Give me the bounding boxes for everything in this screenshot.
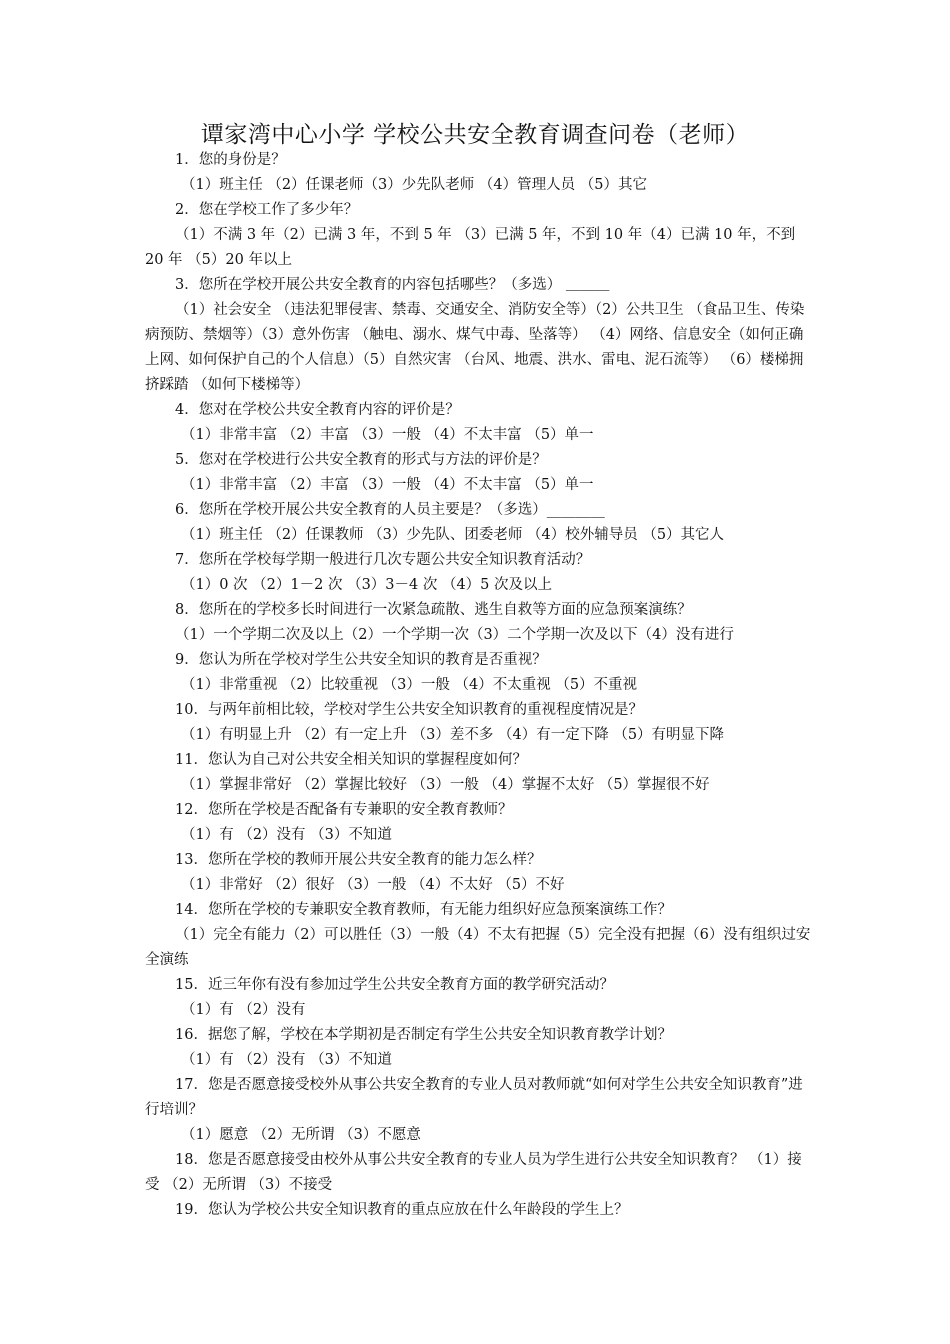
question-5: 5．您对在学校进行公共安全教育的形式与方法的评价是？ bbox=[175, 452, 547, 468]
question-6: 6．您所在学校开展公共安全教育的人员主要是？（多选）________ bbox=[175, 502, 605, 518]
options-10: （1）有明显上升 （2）有一定上升 （3）差不多 （4）有一定下降 （5）有明显下降 bbox=[181, 727, 725, 743]
question-16: 16．据您了解，学校在本学期初是否制定有学生公共安全知识教育教学计划？ bbox=[175, 1027, 672, 1043]
question-13: 13．您所在学校的教师开展公共安全教育的能力怎么样？ bbox=[175, 852, 542, 868]
options-9: （1）非常重视 （2）比较重视 （3）一般 （4）不太重视 （5）不重视 bbox=[181, 677, 638, 693]
question-18: 18．您是否愿意接受由校外从事公共安全教育的专业人员为学生进行公共安全知识教育？ （1）接受 （2）无所谓 （3）不接受 bbox=[145, 1152, 802, 1193]
question-4: 4．您对在学校公共安全教育内容的评价是？ bbox=[175, 402, 460, 418]
question-3: 3．您所在学校开展公共安全教育的内容包括哪些？（多选） ＿＿＿ bbox=[175, 277, 610, 293]
options-5: （1）非常丰富 （2）丰富 （3）一般 （4）不太丰富 （5）单一 bbox=[181, 477, 594, 493]
question-9: 9．您认为所在学校对学生公共安全知识的教育是否重视？ bbox=[175, 652, 547, 668]
options-6: （1）班主任 （2）任课教师 （3）少先队、团委老师 （4）校外辅导员 （5）其它人 bbox=[181, 527, 725, 543]
options-8: （1）一个学期二次及以上（2）一个学期一次（3）二个学期一次及以下（4）没有进行 bbox=[175, 627, 734, 643]
question-12: 12．您所在学校是否配备有专兼职的安全教育教师？ bbox=[175, 802, 513, 818]
question-2: 2．您在学校工作了多少年？ bbox=[175, 202, 359, 218]
question-1: 1．您的身份是？ bbox=[175, 152, 286, 168]
questionnaire-body bbox=[145, 148, 815, 1223]
question-14: 14．您所在学校的专兼职安全教育教师，有无能力组织好应急预案演练工作？ bbox=[175, 902, 672, 918]
question-11: 11．您认为自己对公共安全相关知识的掌握程度如何？ bbox=[175, 752, 527, 768]
options-11: （1）掌握非常好 （2）掌握比较好 （3）一般 （4）掌握不太好 （5）掌握很不好 bbox=[181, 777, 710, 793]
options-7: （1）0 次 （2）1－2 次 （3）3－4 次 （4）5 次及以上 bbox=[181, 577, 553, 593]
question-10: 10．与两年前相比较，学校对学生公共安全知识教育的重视程度情况是？ bbox=[175, 702, 643, 718]
document-title: 谭家湾中心小学 学校公共安全教育调查问卷（老师） bbox=[200, 122, 750, 148]
options-1: （1）班主任 （2）任课老师（3）少先队老师 （4）管理人员 （5）其它 bbox=[181, 177, 647, 193]
options-13: （1）非常好 （2）很好 （3）一般 （4）不太好 （5）不好 bbox=[181, 877, 565, 893]
question-15: 15．近三年你有没有参加过学生公共安全教育方面的教学研究活动？ bbox=[175, 977, 614, 993]
options-14: （1）完全有能力（2）可以胜任（3）一般（4）不太有把握（5）完全没有把握（6）没有组织过安全演练 bbox=[145, 927, 811, 968]
options-17: （1）愿意 （2）无所谓 （3）不愿意 bbox=[181, 1127, 421, 1143]
options-12: （1）有 （2）没有 （3）不知道 bbox=[181, 827, 392, 843]
options-16: （1）有 （2）没有 （3）不知道 bbox=[181, 1052, 392, 1068]
options-4: （1）非常丰富 （2）丰富 （3）一般 （4）不太丰富 （5）单一 bbox=[181, 427, 594, 443]
options-3: （1）社会安全 （违法犯罪侵害、禁毒、交通安全、消防安全等）（2）公共卫生 （食品卫生、传染病预防、禁烟等）（3）意外伤害 （触电、溺水、煤气中毒、坠落等） （4）网络、信息安全（如何正确上网、如何保护自己的个人信息）（5）自然灾害 （台风、地震、洪水、雷电、泥石流等） （6）楼梯拥挤踩踏 （如何下楼梯等） bbox=[145, 302, 805, 393]
question-17: 17．您是否愿意接受校外从事公共安全教育的专业人员对教师就“如何对学生公共安全知识教育”进行培训？ bbox=[145, 1077, 803, 1118]
options-2: （1）不满 3 年（2）已满 3 年，不到 5 年 （3）已满 5 年，不到 10 年（4）已满 10 年，不到 20 年 （5）20 年以上 bbox=[145, 227, 796, 268]
options-15: （1）有 （2）没有 bbox=[181, 1002, 306, 1018]
question-19: 19．您认为学校公共安全知识教育的重点应放在什么年龄段的学生上？ bbox=[175, 1202, 629, 1218]
question-8: 8．您所在的学校多长时间进行一次紧急疏散、逃生自救等方面的应急预案演练？ bbox=[175, 602, 692, 618]
question-7: 7．您所在学校每学期一般进行几次专题公共安全知识教育活动？ bbox=[175, 552, 591, 568]
